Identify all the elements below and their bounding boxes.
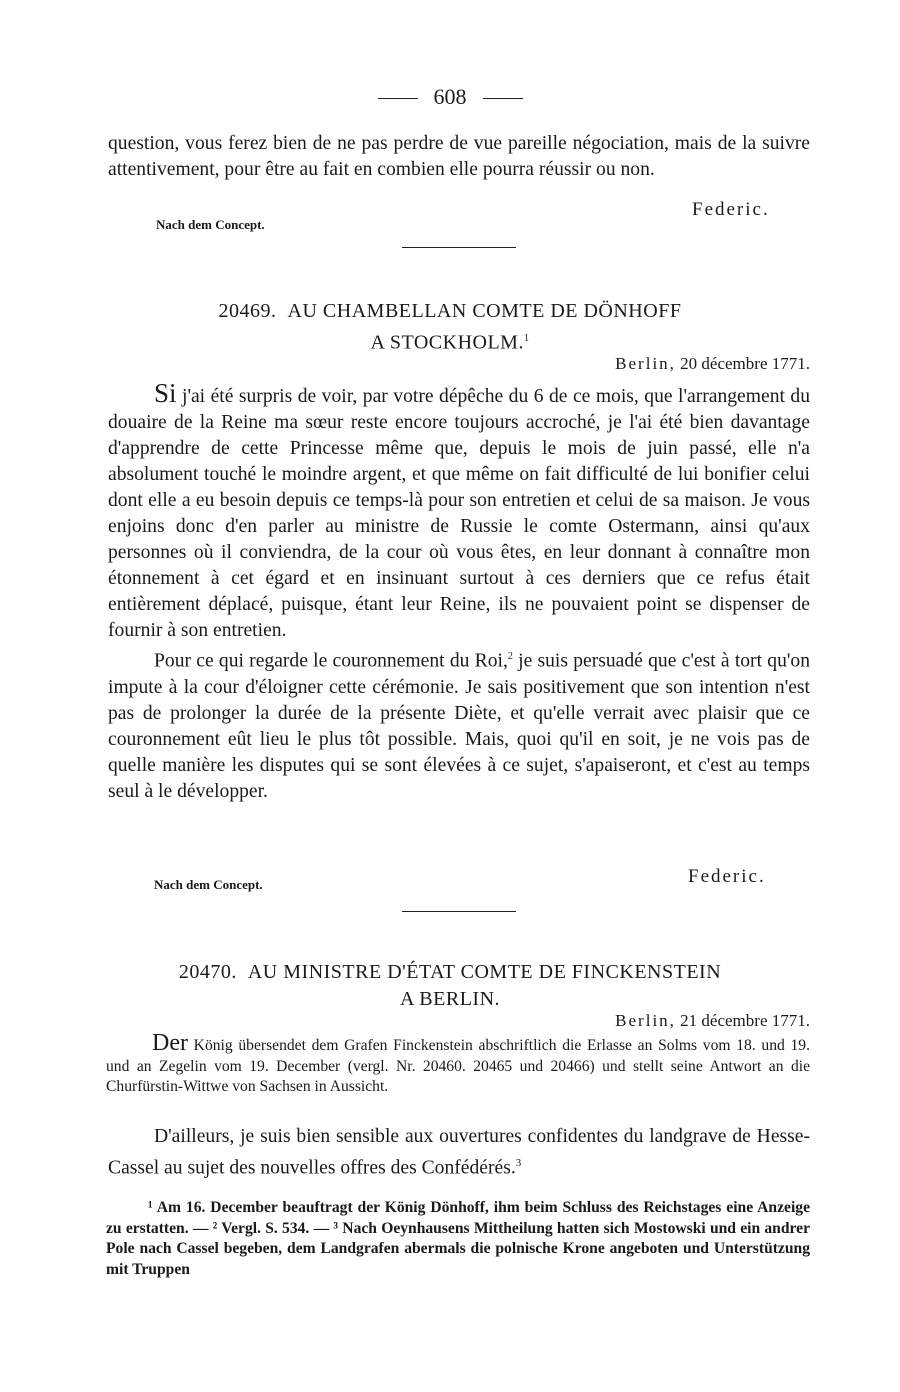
letter-heading-20470 (0, 959, 900, 1013)
page-number: 608 (433, 84, 467, 109)
footnote-text: ¹ Am 16. December beauftragt der König Dönhoff, ihm beim Schluss des Reichstages eine Anzeige zu erstatten. — ² Vergl. S. 534. — ³ Nach Oeynhausens Mittheilung hatten sich Mostowski und ein andrer Pole nach Cassel begeben, dem Landgrafen abermals die polnische Krone angeboten und Unterstützung mit Truppen (106, 1199, 810, 1278)
letter-addressee: AU MINISTRE D'ÉTAT COMTE DE FINCKENSTEIN (247, 961, 722, 983)
footnote-ref-3: 3 (515, 1157, 522, 1169)
letter-title-line1 (0, 959, 900, 986)
letter-body-20469 (108, 380, 810, 805)
german-summary-20470 (106, 1030, 810, 1098)
section-divider (402, 911, 516, 912)
date-value: 20 décembre 1771. (680, 354, 810, 373)
page-header (0, 84, 900, 110)
footnotes (106, 1198, 810, 1280)
header-dash-left (378, 98, 418, 99)
signature-20469: Federic. (688, 866, 766, 887)
body-paragraph-2: Pour ce qui regarde le couronnement du Roi,$^2$ je suis persuadé que c'est à tort qu'on impute à la cour d'éloigner cette cérémonie. Je sais positivement que son intention n'est pas de prolonger la durée de la présente Diète, et qu'elle verrait avec plaisir que ce couronnement eût lieu le plus tôt possible. Mais, quoi qu'il en soit, je ne vois pas de quelle manière les disputes qui se sont élevées à ce sujet, s'apaiseront, et c'est au temps seul à le développer. (108, 650, 810, 802)
letter-destination: A STOCKHOLM. (370, 331, 524, 354)
letter-heading-20469 (0, 298, 900, 357)
section-divider (402, 247, 516, 248)
body-paragraph-1: Si j'ai été surpris de voir, par votre dépêche du 6 de ce mois, que l'arrangement du douaire de la Reine ma sœur reste encore toujours accroché, je l'ai été bien davantage d'apprendre de cette Princesse même que, depuis le mois de juin passé, elle n'a absolument touché le moindre argent, et que même on fait difficulté de lui bonifier celui dont elle a eu besoin depuis ce temps-là pour son entretien et celui de sa maison. Je vous enjoins donc d'en parler au ministre de Russie le comte Ostermann, ainsi qu'aux personnes où il conviendra, de la cour où vous êtes, en leur donnant à connaître mon étonnement à cet égard et en insinuant surtout à ces derniers que ce refus était entièrement déplacé, puisque, étant leur Reine, ils ne pouvaient point se dispenser de fournir à son entretien. (108, 378, 810, 641)
footnote-ref-2: 2 (507, 651, 513, 662)
letter-destination: A BERLIN. (399, 988, 501, 1010)
date-place: Berlin, (615, 354, 676, 373)
letter-title-line2 (0, 986, 900, 1013)
letter-number: 20470. (178, 961, 237, 983)
letter-number: 20469. (218, 300, 277, 322)
source-note-20469: Nach dem Concept. (154, 877, 263, 892)
letter-body-20470 (108, 1124, 810, 1182)
source-note-previous: Nach dem Concept. (156, 217, 265, 232)
body-paragraph-1: D'ailleurs, je suis bien sensible aux ouvertures confidentes du landgrave de Hesse-Cassel au sujet des nouvelles offres des Confédérés.$^3$ (108, 1126, 810, 1179)
header-dash-right (483, 98, 523, 99)
letter-addressee: AU CHAMBELLAN COMTE DE DÖNHOFF (287, 300, 682, 322)
footnote-ref-1: 1 (523, 333, 530, 344)
date-value: 21 décembre 1771. (680, 1011, 810, 1030)
date-place: Berlin, (615, 1011, 676, 1030)
dateline-20469 (615, 354, 810, 374)
initial-word: Der (152, 1030, 188, 1056)
continuation-text (108, 131, 810, 183)
dateline-20470 (615, 1011, 810, 1031)
summary-paragraph: Der König übersendet dem Grafen Finckenstein abschriftlich die Erlasse an Solms vom 18. und 19. und an Zegelin vom 19. December (vergl. Nr. 20460. 20465 und 20466) und stellt seine Antwort an die Churfürstin-Wittwe von Sachsen in Aussicht. (106, 1030, 810, 1095)
letter-title-line2 (0, 325, 900, 357)
signature-previous: Federic. (692, 199, 770, 220)
letter-title-line1 (0, 298, 900, 325)
initial-word: Si (154, 378, 177, 408)
continuation-paragraph: question, vous ferez bien de ne pas perdre de vue pareille négociation, mais de la suivre attentivement, pour être au fait en combien elle pourra réussir ou non. (108, 133, 810, 180)
